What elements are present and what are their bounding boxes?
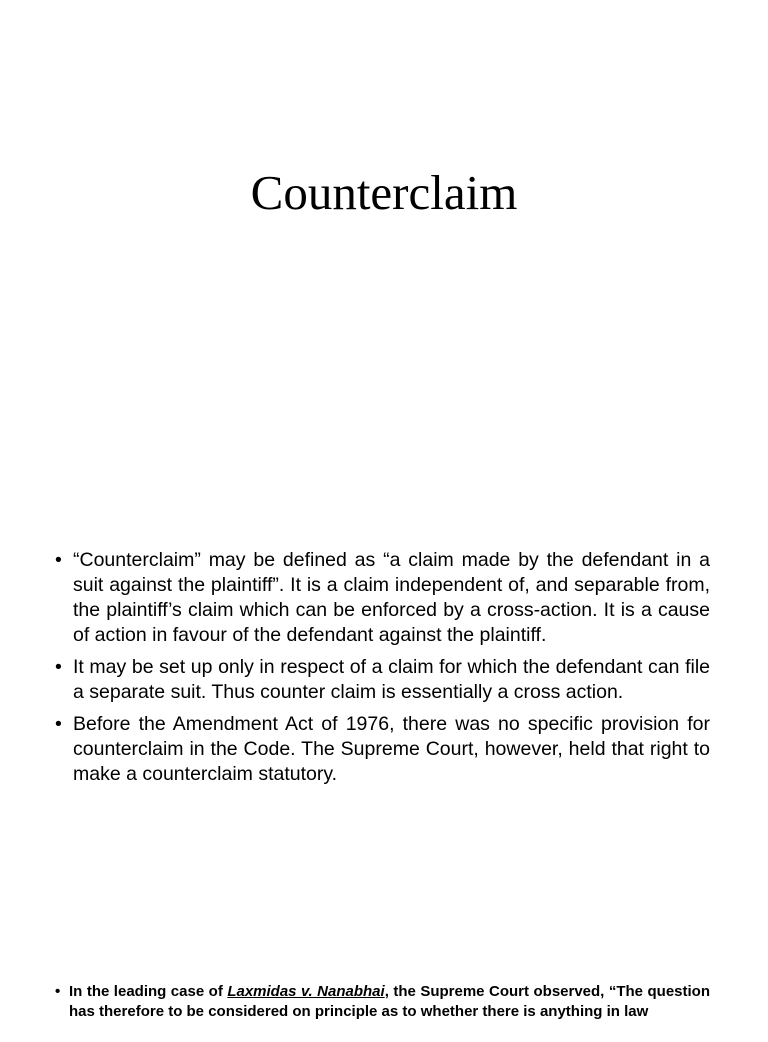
bullet-dot: •: [55, 549, 62, 571]
slide-title: Counterclaim: [250, 165, 518, 220]
bullet-item: [55, 982, 710, 1022]
slide-laxmidas-case: [0, 982, 768, 1042]
bullet-text: It may be set up only in respect of a claim for which the defendant can file a separate suit. Thus counter claim is essentially a cross action.: [73, 656, 710, 703]
bullet-dot: •: [55, 656, 62, 678]
bullet-text: Before the Amendment Act of 1976, there was no specific provision for counterclaim in the Code. The Supreme Court, however, held that right to make a counterclaim statutory.: [73, 713, 710, 785]
bullet-dot: •: [55, 983, 61, 1000]
bullet-text: “Counterclaim” may be defined as “a claim made by the defendant in a suit against the plaintiff”. It is a claim independent of, and separable from, the plaintiff’s claim which can be enforced by a cross-action. It is a cause of action in favour of the defendant against the plaintiff.: [73, 549, 710, 646]
case-name: Laxmidas v. Nanabhai: [227, 983, 385, 1000]
bullet-item: [55, 655, 710, 705]
bullet-item: [55, 712, 710, 787]
bullet-dot: •: [55, 713, 62, 735]
bullet-item: [55, 548, 710, 648]
bullet-list: [55, 982, 710, 1022]
bullet-list: [55, 548, 710, 794]
bullet-text-suffix: , the Supreme Court observed, “The question has therefore to be considered on principle as to whether there is anything in law: [69, 983, 710, 1020]
bullet-text-prefix: In the leading case of: [69, 983, 228, 1000]
